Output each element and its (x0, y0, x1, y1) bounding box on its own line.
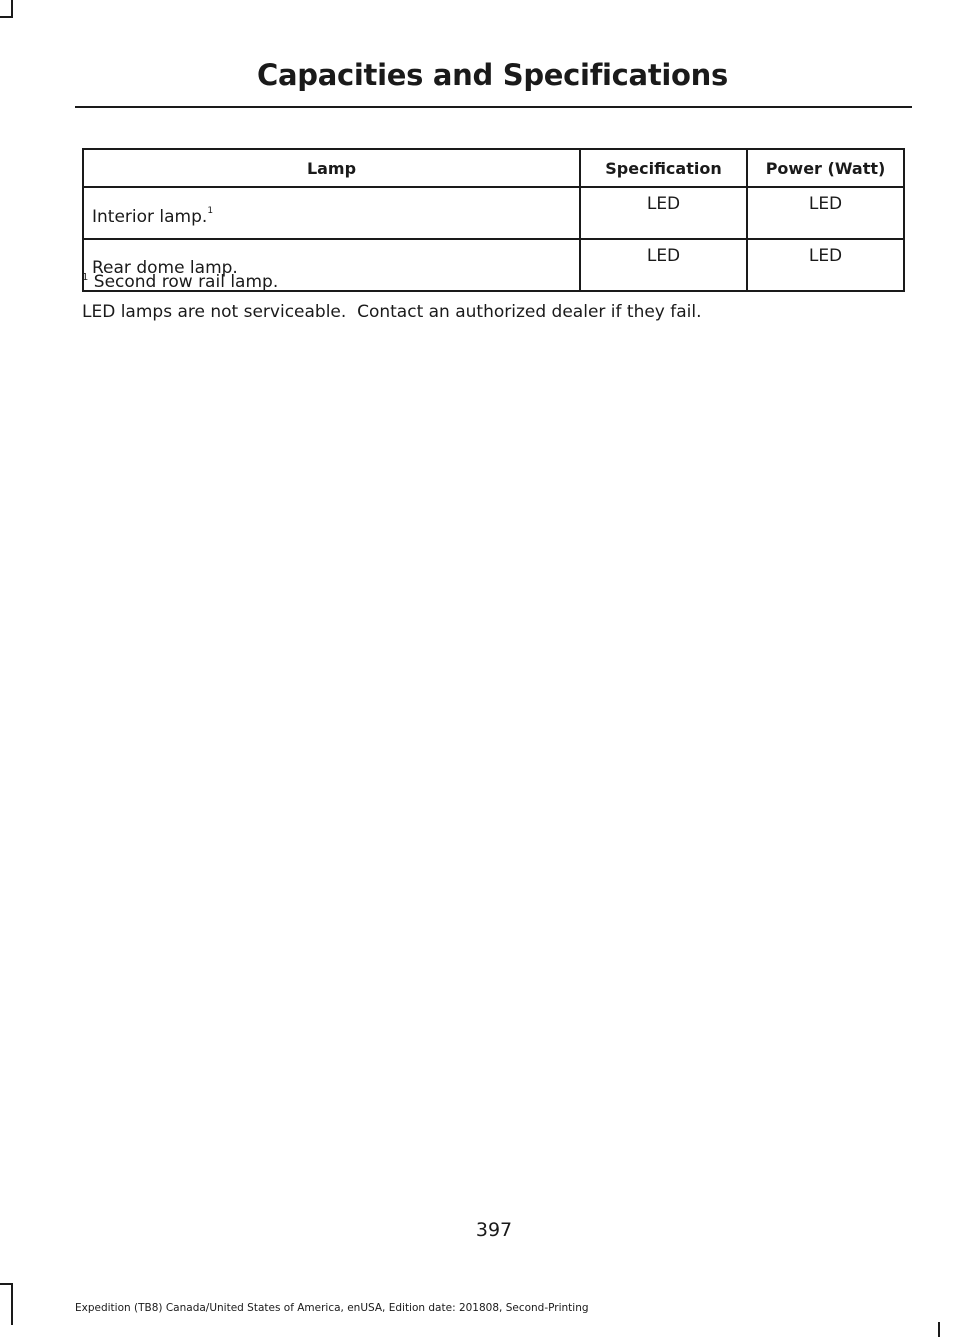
footnote-marker: 1 (82, 272, 89, 283)
lamp-cell (83, 187, 580, 239)
column-header-power: Power (Watt) (747, 149, 904, 187)
title-divider (75, 106, 912, 108)
footnote-ref: 1 (207, 205, 214, 216)
power-cell: LED (747, 239, 904, 291)
page-number: 397 (475, 1219, 513, 1241)
crop-mark-top-left-h (0, 16, 13, 18)
lamp-name: Rear dome lamp. (92, 258, 238, 278)
crop-mark-top-left (11, 0, 13, 17)
service-note: LED lamps are not serviceable. Contact an authorized dealer if they fail. (82, 302, 702, 322)
crop-mark-bottom-left-h (0, 1283, 13, 1285)
footnote-text: Second row rail lamp. (93, 272, 279, 292)
page-title: Capacities and Specifications (257, 58, 728, 92)
table-row (83, 187, 904, 239)
lamp-name: Interior lamp. (92, 206, 208, 227)
crop-mark-bottom-right (938, 1322, 940, 1337)
crop-mark-bottom-left (11, 1283, 13, 1325)
column-header-specification: Specification (580, 149, 747, 187)
edition-footer: Expedition (TB8) Canada/United States of America, enUSA, Edition date: 201808, Second-Printing (75, 1302, 589, 1314)
lamp-spec-table (82, 148, 905, 292)
footnote (82, 272, 278, 292)
power-cell: LED (747, 187, 904, 239)
table-header-row (83, 149, 904, 187)
specification-cell: LED (580, 239, 747, 291)
specification-cell: LED (580, 187, 747, 239)
column-header-lamp: Lamp (83, 149, 580, 187)
